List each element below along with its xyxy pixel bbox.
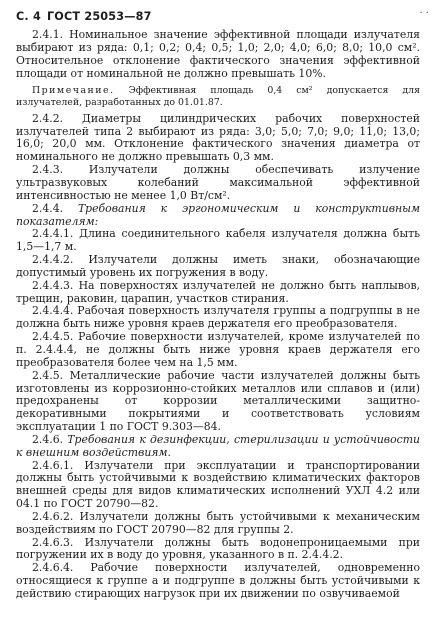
paragraph-2-4-4-5: 2.4.4.5. Рабочие поверхности излучателей, кроме излучателей по п. 2.4.4.4, не должны быть ниже уровня краев держателя его преобразователя более чем на 1,5 мм. [16, 330, 420, 369]
section-heading-ergonomic: Требования к эргономическим и конструктивным показателям: [16, 201, 420, 228]
paragraph-2-4-1: 2.4.1. Номинальное значение эффективной площади излучателя выбирают из ряда: 0,1; 0,2; 0,4; 0,5; 1,0; 2,0; 4,0; 6,0; 8,0; 10,0 см². Относительное отклонение фактического значения эффективной площади от номинальной не должно превышать 10%. [16, 28, 420, 80]
paragraph-2-4-5: 2.4.5. Металлические рабочие части излучателей должны быть изготовлены из коррозионно-стойких металлов или сплавов и (или) предохранены от коррозии металлическими защитно-декоративными покрытиями и соответствовать условиям эксплуатации 1 по ГОСТ 9.303—84. [16, 368, 420, 434]
paragraph-2-4-4-1: 2.4.4.1. Длина соединительного кабеля излучателя должна быть 1,5—1,7 м. [16, 227, 420, 254]
note-paragraph [16, 85, 420, 107]
standard-code: ГОСТ 25053—87 [46, 10, 152, 23]
document-page [16, 10, 420, 601]
paragraph-2-4-3: 2.4.3. Излучатели должны обеспечивать излучение ультразвуковых колебаний максимальной эффективной интенсивностью не менее 1,0 Вт/см². [16, 163, 420, 202]
paragraph-2-4-4-2: 2.4.4.2. Излучатели должны иметь знаки, обозначающие допустимый уровень их погружения в воду. [16, 253, 420, 279]
paragraph-2-4-4-4: 2.4.4.4. Рабочая поверхность излучателя группы а подгруппы в не должна быть ниже уровня краев держателя его преобразователя. [16, 304, 420, 331]
paragraph-2-4-4: 2.4.4. Требования к эргономическим и конструктивным показателям: [16, 201, 420, 228]
paragraph-2-4-4-3: 2.4.4.3. На поверхностях излучателей не должно быть наплывов, трещин, раковин, царапин, участков стирания. [16, 278, 420, 305]
paragraph-2-4-6-4: 2.4.6.4. Рабочие поверхности излучателей, одновременно относящиеся к группе а и подгруппе в должны быть устойчивыми к действию стирающих нагрузок при их движении по озвучиваемой [16, 561, 420, 600]
page-header [16, 10, 420, 23]
note-text: Эффективная площадь 0,4 см² допускается для излучателей, разработанных до 01.01.87. [16, 85, 420, 108]
paragraph-2-4-6-2: 2.4.6.2. Излучатели должны быть устойчивыми к механическим воздействиям по ГОСТ 20790—82 для группы 2. [16, 509, 420, 536]
page-number: С. 4 [16, 10, 41, 23]
section-heading-disinfection: Требования к дезинфекции, стерилизации и устойчивости к внешним воздействиям. [16, 432, 420, 459]
corner-marks: · · [419, 8, 429, 19]
paragraph-2-4-2: 2.4.2. Диаметры цилиндрических рабочих поверхностей излучателей типа 2 выбирают из ряда: 3,0; 5,0; 7,0; 9,0; 11,0; 13,0; 16,0; 20,0 мм. Отклонение фактического значения диаметра от номинального не должно превышать 0,3 мм. [16, 111, 420, 164]
paragraph-2-4-6: 2.4.6. Требования к дезинфекции, стерилизации и устойчивости к внешним воздействиям. [16, 432, 420, 459]
paragraph-2-4-6-3: 2.4.6.3. Излучатели должны быть водонепроницаемыми при погружении их в воду до уровня, указанного в п. 2.4.4.2. [16, 535, 420, 562]
paragraph-2-4-6-1: 2.4.6.1. Излучатели при эксплуатации и транспортировании должны быть устойчивыми к воздействию климатических факторов внешней среды для видов климатических исполнений УХЛ 4.2 или 04.1 по ГОСТ 20790—82. [16, 458, 420, 511]
note-label: Примечание. [32, 85, 115, 97]
